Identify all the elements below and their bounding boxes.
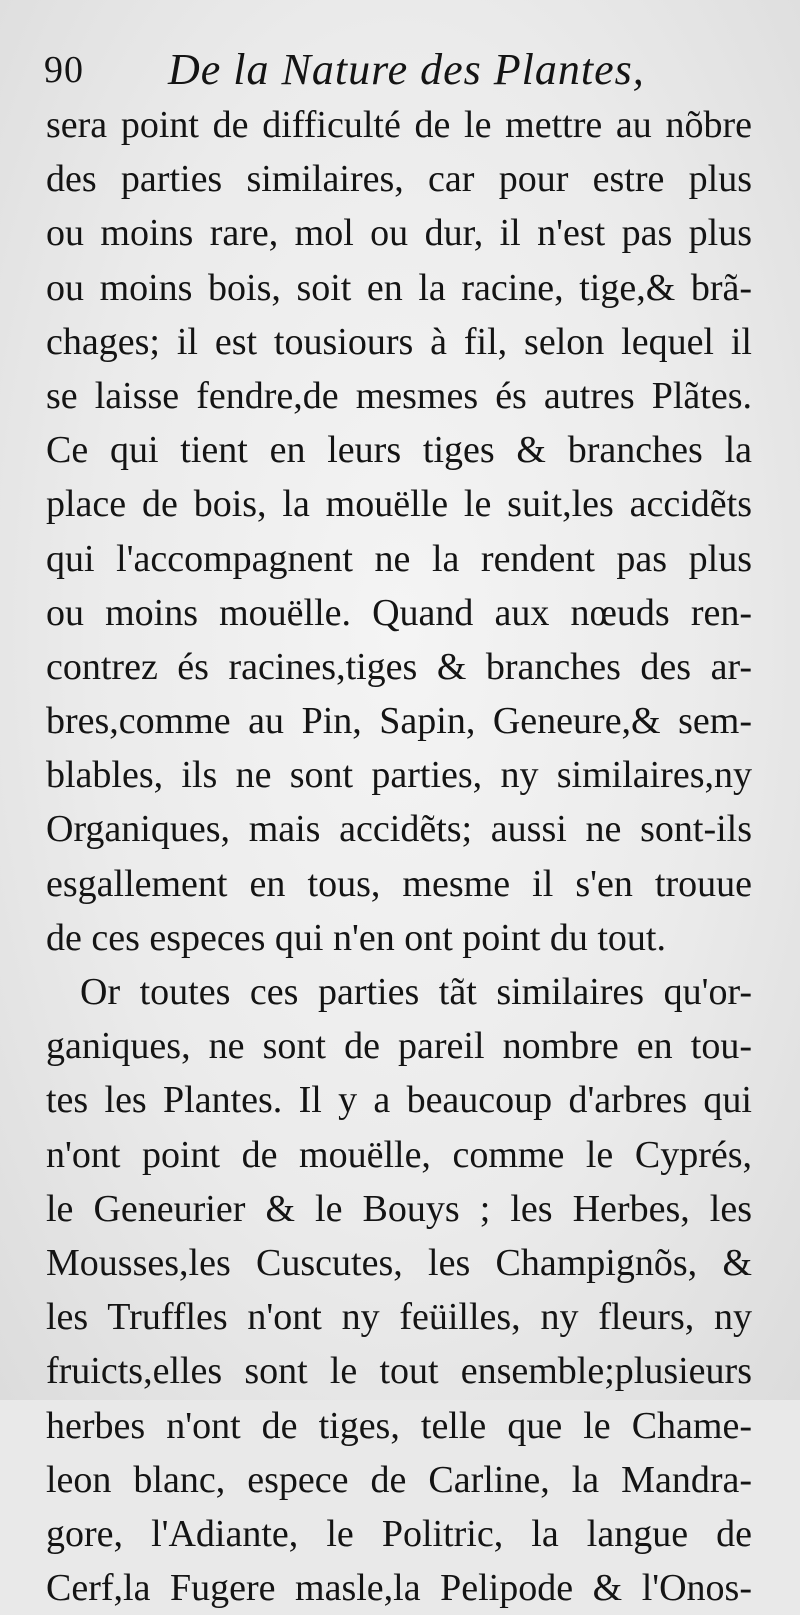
- text-line: ou moins rare, mol ou dur, il n'est pas plus: [46, 212, 752, 255]
- text-line: herbes n'ont de tiges, telle que le Chame-: [46, 1404, 752, 1447]
- text-line: tes les Plantes. Il y a beaucoup d'arbres qui: [46, 1079, 752, 1122]
- text-line: blables, ils ne sont parties, ny similaires,ny: [46, 754, 752, 797]
- page-header: [44, 40, 760, 96]
- text-line: place de bois, la mouëlle le suit,les accidẽts: [46, 483, 752, 526]
- body-text: [46, 98, 752, 1615]
- text-line: contrez és racines,tiges & branches des ar-: [46, 645, 752, 688]
- text-line: ou moins mouëlle. Quand aux nœuds ren-: [46, 591, 752, 634]
- text-line: n'ont point de mouëlle, comme le Cyprés,: [46, 1133, 752, 1176]
- paragraph-start-line: Or toutes ces parties tãt similaires qu'or-: [80, 971, 752, 1013]
- text-line: ou moins bois, soit en la racine, tige,& brã-: [46, 266, 752, 309]
- running-title: De la Nature des Plantes,: [168, 45, 645, 94]
- text-line: Cerf,la Fugere masle,la Pelipode & l'Onos-: [46, 1567, 752, 1610]
- text-line: sera point de difficulté de le mettre au nõbre: [46, 104, 752, 146]
- text-line: le Geneurier & le Bouys ; les Herbes, les: [46, 1187, 752, 1230]
- paragraph-end-line: de ces especes qui n'en ont point du tout.: [46, 916, 666, 959]
- text-line: fruicts,elles sont le tout ensemble;plusieurs: [46, 1350, 752, 1393]
- text-line: leon blanc, espece de Carline, la Mandra-: [46, 1458, 752, 1501]
- text-line: se laisse fendre,de mesmes és autres Plãtes.: [46, 374, 752, 417]
- text-line: qui l'accompagnent ne la rendent pas plus: [46, 537, 752, 580]
- text-line: des parties similaires, car pour estre plus: [46, 158, 752, 201]
- text-line: les Truffles n'ont ny feüilles, ny fleurs, ny: [46, 1296, 752, 1339]
- text-line: Organiques, mais accidẽts; aussi ne sont-ils: [46, 808, 752, 851]
- text-line: chages; il est tousiours à fil, selon lequel il: [46, 320, 752, 363]
- text-line: gore, l'Adiante, le Politric, la langue de: [46, 1512, 752, 1555]
- page-number: 90: [44, 49, 84, 91]
- text-line: esgallement en tous, mesme il s'en trouue: [46, 862, 752, 905]
- text-line: ganiques, ne sont de pareil nombre en tou-: [46, 1025, 752, 1068]
- text-line: Ce qui tient en leurs tiges & branches la: [46, 429, 752, 472]
- text-line: bres,comme au Pin, Sapin, Geneure,& sem-: [46, 700, 752, 743]
- text-line: Mousses,les Cuscutes, les Champignõs, &: [46, 1241, 752, 1284]
